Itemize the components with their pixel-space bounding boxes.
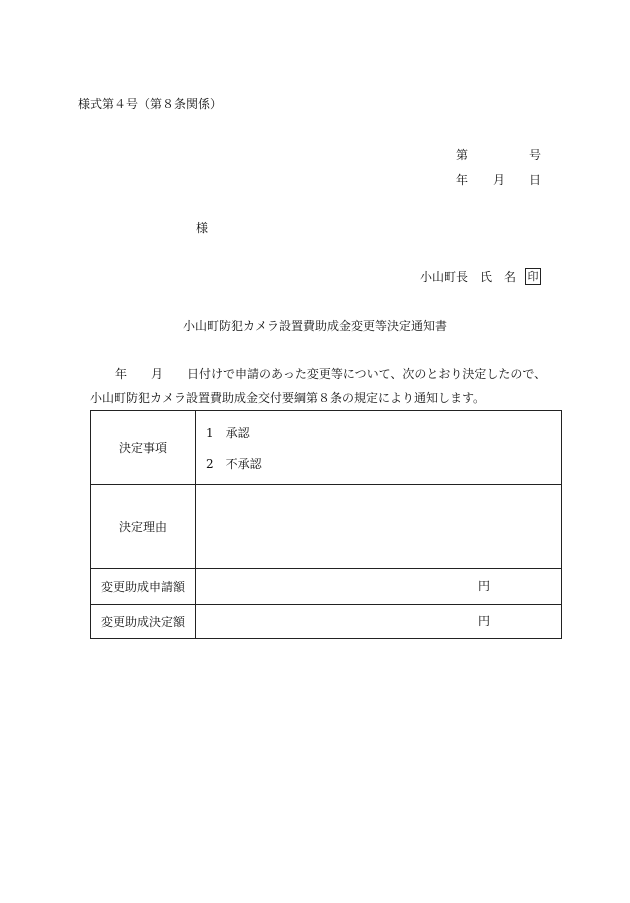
requested-amount-row: [91, 569, 561, 605]
decision-label: 決定事項: [91, 411, 196, 484]
reason-row: [91, 485, 561, 569]
recipient-honorific: 様: [196, 221, 209, 235]
form-number: 様式第４号（第８条関係）: [78, 97, 223, 111]
issuer-mei: 名: [504, 270, 517, 284]
document-number-go: 号: [529, 148, 542, 162]
issuer-shi: 氏: [480, 270, 493, 284]
document-title: 小山町防犯カメラ設置費助成金変更等決定通知書: [182, 319, 447, 333]
seal-box: 印: [525, 268, 541, 285]
decision-option-reject: 2 不承認: [206, 457, 262, 471]
body-line-2: 小山町防犯カメラ設置費助成金交付要綱第８条の規定により通知します。: [90, 391, 486, 405]
reason-value-cell: [196, 485, 561, 568]
decided-amount-unit: 円: [478, 614, 491, 628]
document-number-dai: 第: [456, 148, 469, 162]
decision-row: [91, 411, 561, 485]
decided-amount-label: 変更助成決定額: [91, 605, 196, 638]
requested-amount-unit: 円: [478, 579, 491, 593]
issuer-title: 小山町長: [420, 270, 469, 284]
requested-amount-value-cell: [196, 569, 561, 604]
decided-amount-value-cell: [196, 605, 561, 638]
date-month: 月: [493, 173, 506, 187]
decision-option-approve: 1 承認: [206, 426, 250, 440]
decision-value-cell: [196, 411, 561, 484]
body-line-1: 年 月 日付けで申請のあった変更等について、次のとおり決定したので、: [115, 367, 547, 381]
decided-amount-row: [91, 605, 561, 638]
reason-label: 決定理由: [91, 485, 196, 568]
date-day: 日: [529, 173, 542, 187]
date-year: 年: [456, 173, 469, 187]
decision-table: [90, 410, 562, 639]
requested-amount-label: 変更助成申請額: [91, 569, 196, 604]
